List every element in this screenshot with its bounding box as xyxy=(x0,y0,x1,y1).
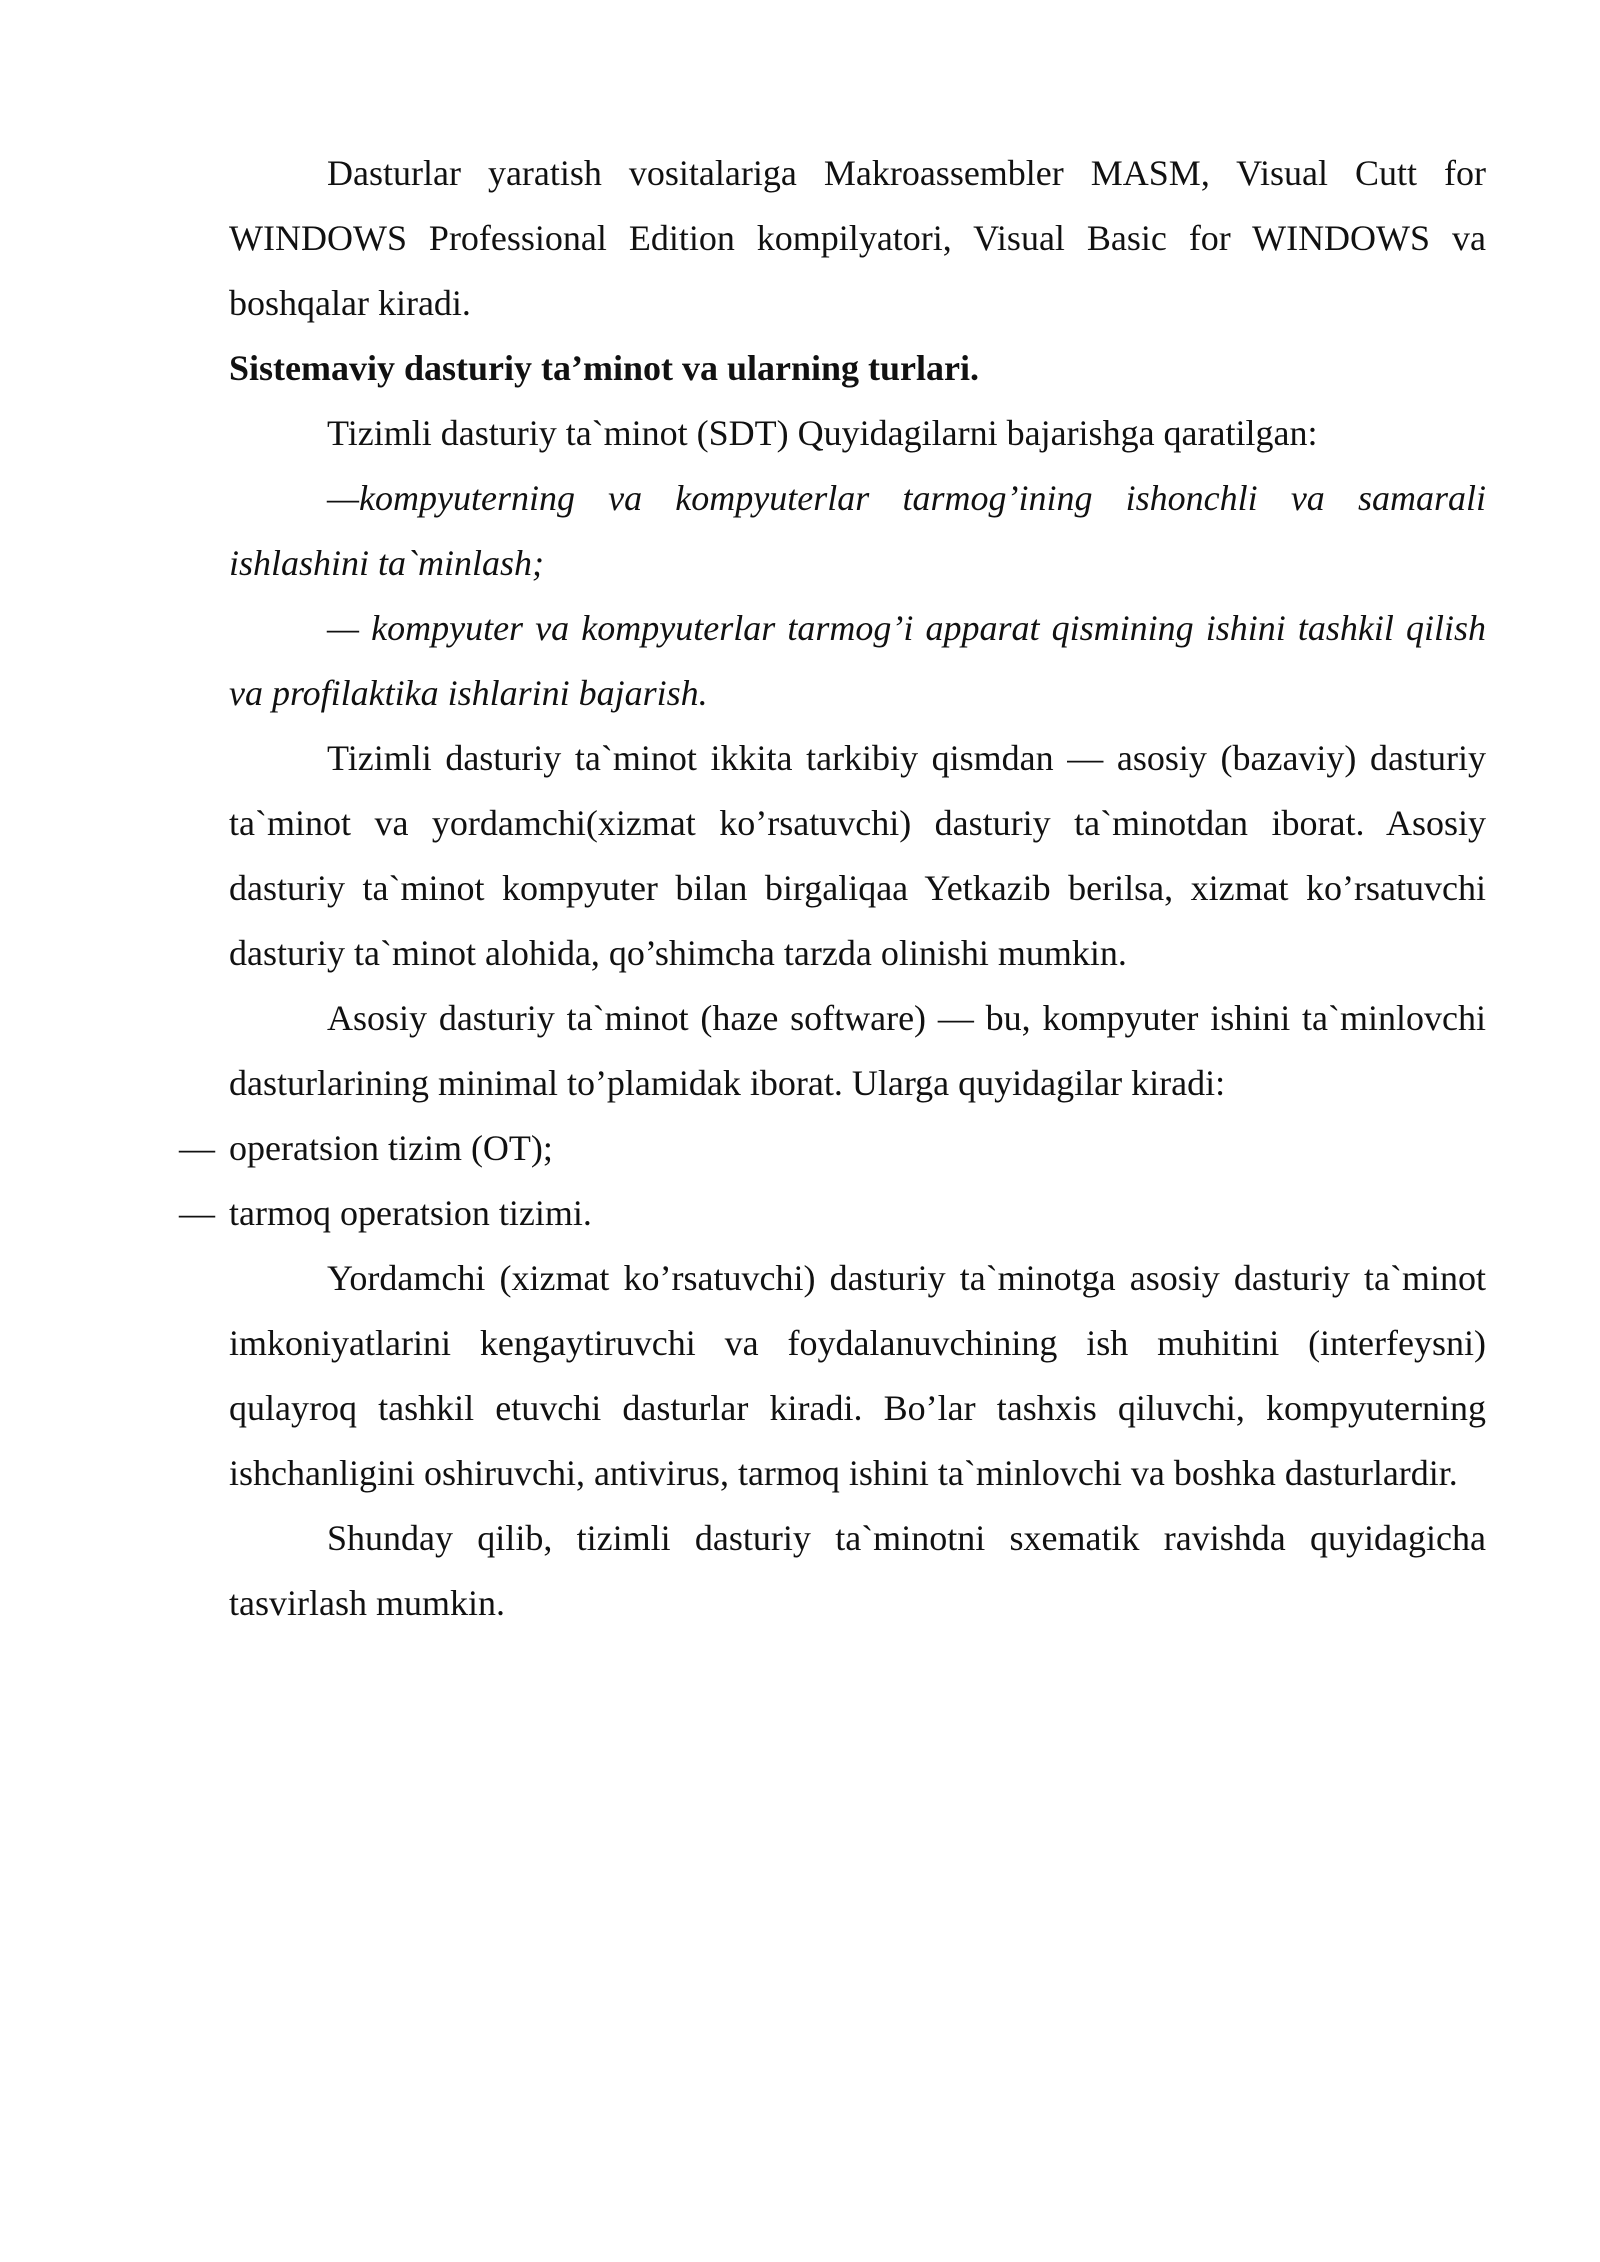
paragraph-base-software: Asosiy dasturiy ta`minot (haze software) — bu, kompyuter ishini ta`minlovchi dasturlarining minimal to’plamidak iborat. Ularga quyidagilar kiradi: xyxy=(229,998,1486,1103)
list-item-text: operatsion tizim (OT); xyxy=(229,1128,553,1168)
paragraph-purpose-item-2: — kompyuter va kompyuterlar tarmog’i apparat qismining ishini tashkil qilish va profilaktika ishlarini bajarish. xyxy=(229,608,1486,713)
paragraph-purpose-item-1: —kompyuterning va kompyuterlar tarmog’ining ishonchli va samarali ishlashini ta`minlash; xyxy=(229,478,1486,583)
dash-marker: — xyxy=(179,1193,215,1233)
paragraph-dev-tools: Dasturlar yaratish vositalariga Makroassembler MASM, Visual Cutt for WINDOWS Professional Edition kompilyatori, Visual Basic for WINDOWS va boshqalar kiradi. xyxy=(229,153,1486,323)
list-item xyxy=(179,1181,1486,1246)
paragraph-sdt-components: Tizimli dasturiy ta`minot ikkita tarkibiy qismdan — asosiy (bazaviy) dasturiy ta`minot va yordamchi(xizmat ko’rsatuvchi) dasturiy ta`minotdan iborat. Asosiy dasturiy ta`minot kompyuter bilan birgaliqaa Yetkazib berilsa, xizmat ko’rsatuvchi dasturiy ta`minot alohida, qo’shimcha tarzda olinishi mumkin. xyxy=(229,738,1486,973)
section-heading: Sistemaviy dasturiy ta’minot va ularning turlari. xyxy=(229,348,980,388)
paragraph-auxiliary-software: Yordamchi (xizmat ko’rsatuvchi) dasturiy ta`minotga asosiy dasturiy ta`minot imkoniyatlarini kengaytiruvchi va foydalanuvchining ish muhitini (interfeysni) qulayroq tashkil etuvchi dasturlar kiradi. Bo’lar tashxis qiluvchi, kompyuterning ishchanligini oshiruvchi, antivirus, tarmoq ishini ta`minlovchi va boshka dasturlardir. xyxy=(229,1258,1486,1493)
document-body xyxy=(179,141,1486,1636)
dash-marker: — xyxy=(179,1128,215,1168)
list-item xyxy=(179,1116,1486,1181)
paragraph-conclusion: Shunday qilib, tizimli dasturiy ta`minotni sxematik ravishda quyidagicha tasvirlash mumkin. xyxy=(229,1518,1486,1623)
list-item-text: tarmoq operatsion tizimi. xyxy=(229,1193,592,1233)
paragraph-sdt-purpose: Tizimli dasturiy ta`minot (SDT) Quyidagilarni bajarishga qaratilgan: xyxy=(327,413,1318,453)
